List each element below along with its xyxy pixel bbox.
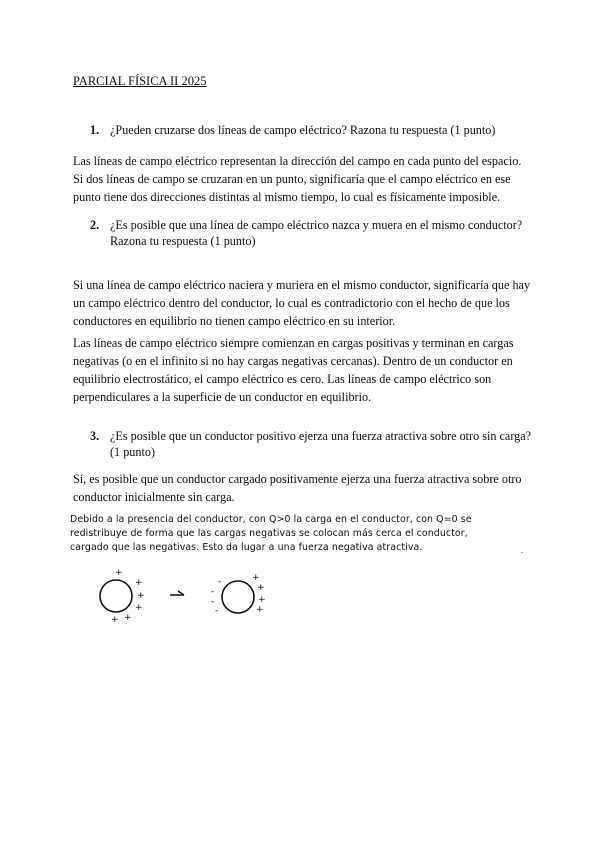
charge-sign: + — [252, 573, 260, 583]
answer-3 — [73, 470, 533, 506]
note-line: Debido a la presencia del conductor, con Q>0 la carga en el conductor, con Q=0 se — [70, 514, 472, 525]
question-text-continued: (1 punto) — [110, 445, 156, 459]
answer-line: conductores en equilibrio no tienen campo eléctrico en su interior. — [73, 314, 396, 328]
charge-sign: + — [135, 578, 143, 588]
answer-line: conductor inicialmente sin carga. — [73, 490, 235, 504]
answer-line: Las líneas de campo eléctrico siempre comienzan en cargas positivas y terminan en cargas — [73, 336, 514, 350]
answer-line: un campo eléctrico dentro del conductor, lo cual es contradictorio con el hecho de que los — [73, 296, 510, 310]
answer-line: negativas (o en el infinito si no hay cargas negativas cercanas). Dentro de un conductor en — [73, 354, 513, 368]
charge-sign: - — [218, 577, 222, 587]
answer-line: Las líneas de campo eléctrico representan la dirección del campo en cada punto del espacio. — [73, 154, 522, 168]
answer-2 — [73, 276, 533, 330]
charge-sketch — [90, 562, 290, 628]
answer-line: Sí, es posible que un conductor cargado positivamente ejerza una fuerza atractiva sobre otro — [73, 472, 522, 486]
question-3 — [90, 428, 531, 460]
stray-mark: . — [521, 546, 523, 555]
answer-line: punto tiene dos direcciones distintas al mismo tiempo, lo cual es físicamente imposible. — [73, 190, 501, 204]
charge-sign: + — [111, 615, 119, 625]
positive-conductor-circle — [100, 580, 132, 612]
question-1 — [90, 122, 495, 138]
charge-sign: + — [258, 595, 266, 605]
question-number: 3. — [90, 429, 100, 443]
question-text: ¿Pueden cruzarse dos líneas de campo eléctrico? Razona tu respuesta (1 punto) — [110, 123, 496, 137]
note-line: cargado que las negativas. Esto da lugar a una fuerza negativa atractiva. — [70, 542, 423, 553]
charge-sign: + — [137, 591, 145, 601]
charge-sign: + — [115, 568, 123, 578]
question-text-continued: Razona tu respuesta (1 punto) — [110, 234, 256, 248]
question-number: 1. — [90, 123, 100, 137]
charge-sign: + — [257, 583, 265, 593]
arrow-icon — [170, 591, 184, 595]
neutral-conductor-circle — [222, 581, 254, 613]
handwritten-note — [70, 513, 530, 555]
answer-line: Si dos líneas de campo se cruzaran en un punto, significaría que el campo eléctrico en ese — [73, 172, 511, 186]
answer-line: perpendiculares a la superficie de un conductor en equilibrio. — [73, 390, 372, 404]
charge-sign: - — [211, 587, 215, 597]
question-number: 2. — [90, 218, 100, 232]
question-text: ¿Es posible que una línea de campo eléctrico nazca y muera en el mismo conductor? — [110, 218, 523, 232]
question-text: ¿Es posible que un conductor positivo ejerza una fuerza atractiva sobre otro sin carga? — [110, 429, 532, 443]
answer-line: Si una línea de campo eléctrico naciera y muriera en el mismo conductor, significaría que hay — [73, 278, 531, 292]
answer-2-extra — [73, 334, 533, 406]
page-title: PARCIAL FÍSICA II 2025 — [73, 74, 207, 88]
charge-sign: - — [211, 597, 215, 607]
charge-sign: + — [124, 613, 132, 623]
answer-1 — [73, 152, 533, 206]
charge-sign: + — [256, 605, 264, 615]
answer-line: equilibrio electrostático, el campo eléctrico es cero. Las líneas de campo eléctrico son — [73, 372, 492, 386]
note-line: redistribuye de forma que las cargas negativas se colocan más cerca el conductor, — [70, 528, 468, 539]
charge-sign: - — [215, 606, 219, 616]
charge-sign: + — [135, 603, 143, 613]
question-2 — [90, 217, 522, 249]
